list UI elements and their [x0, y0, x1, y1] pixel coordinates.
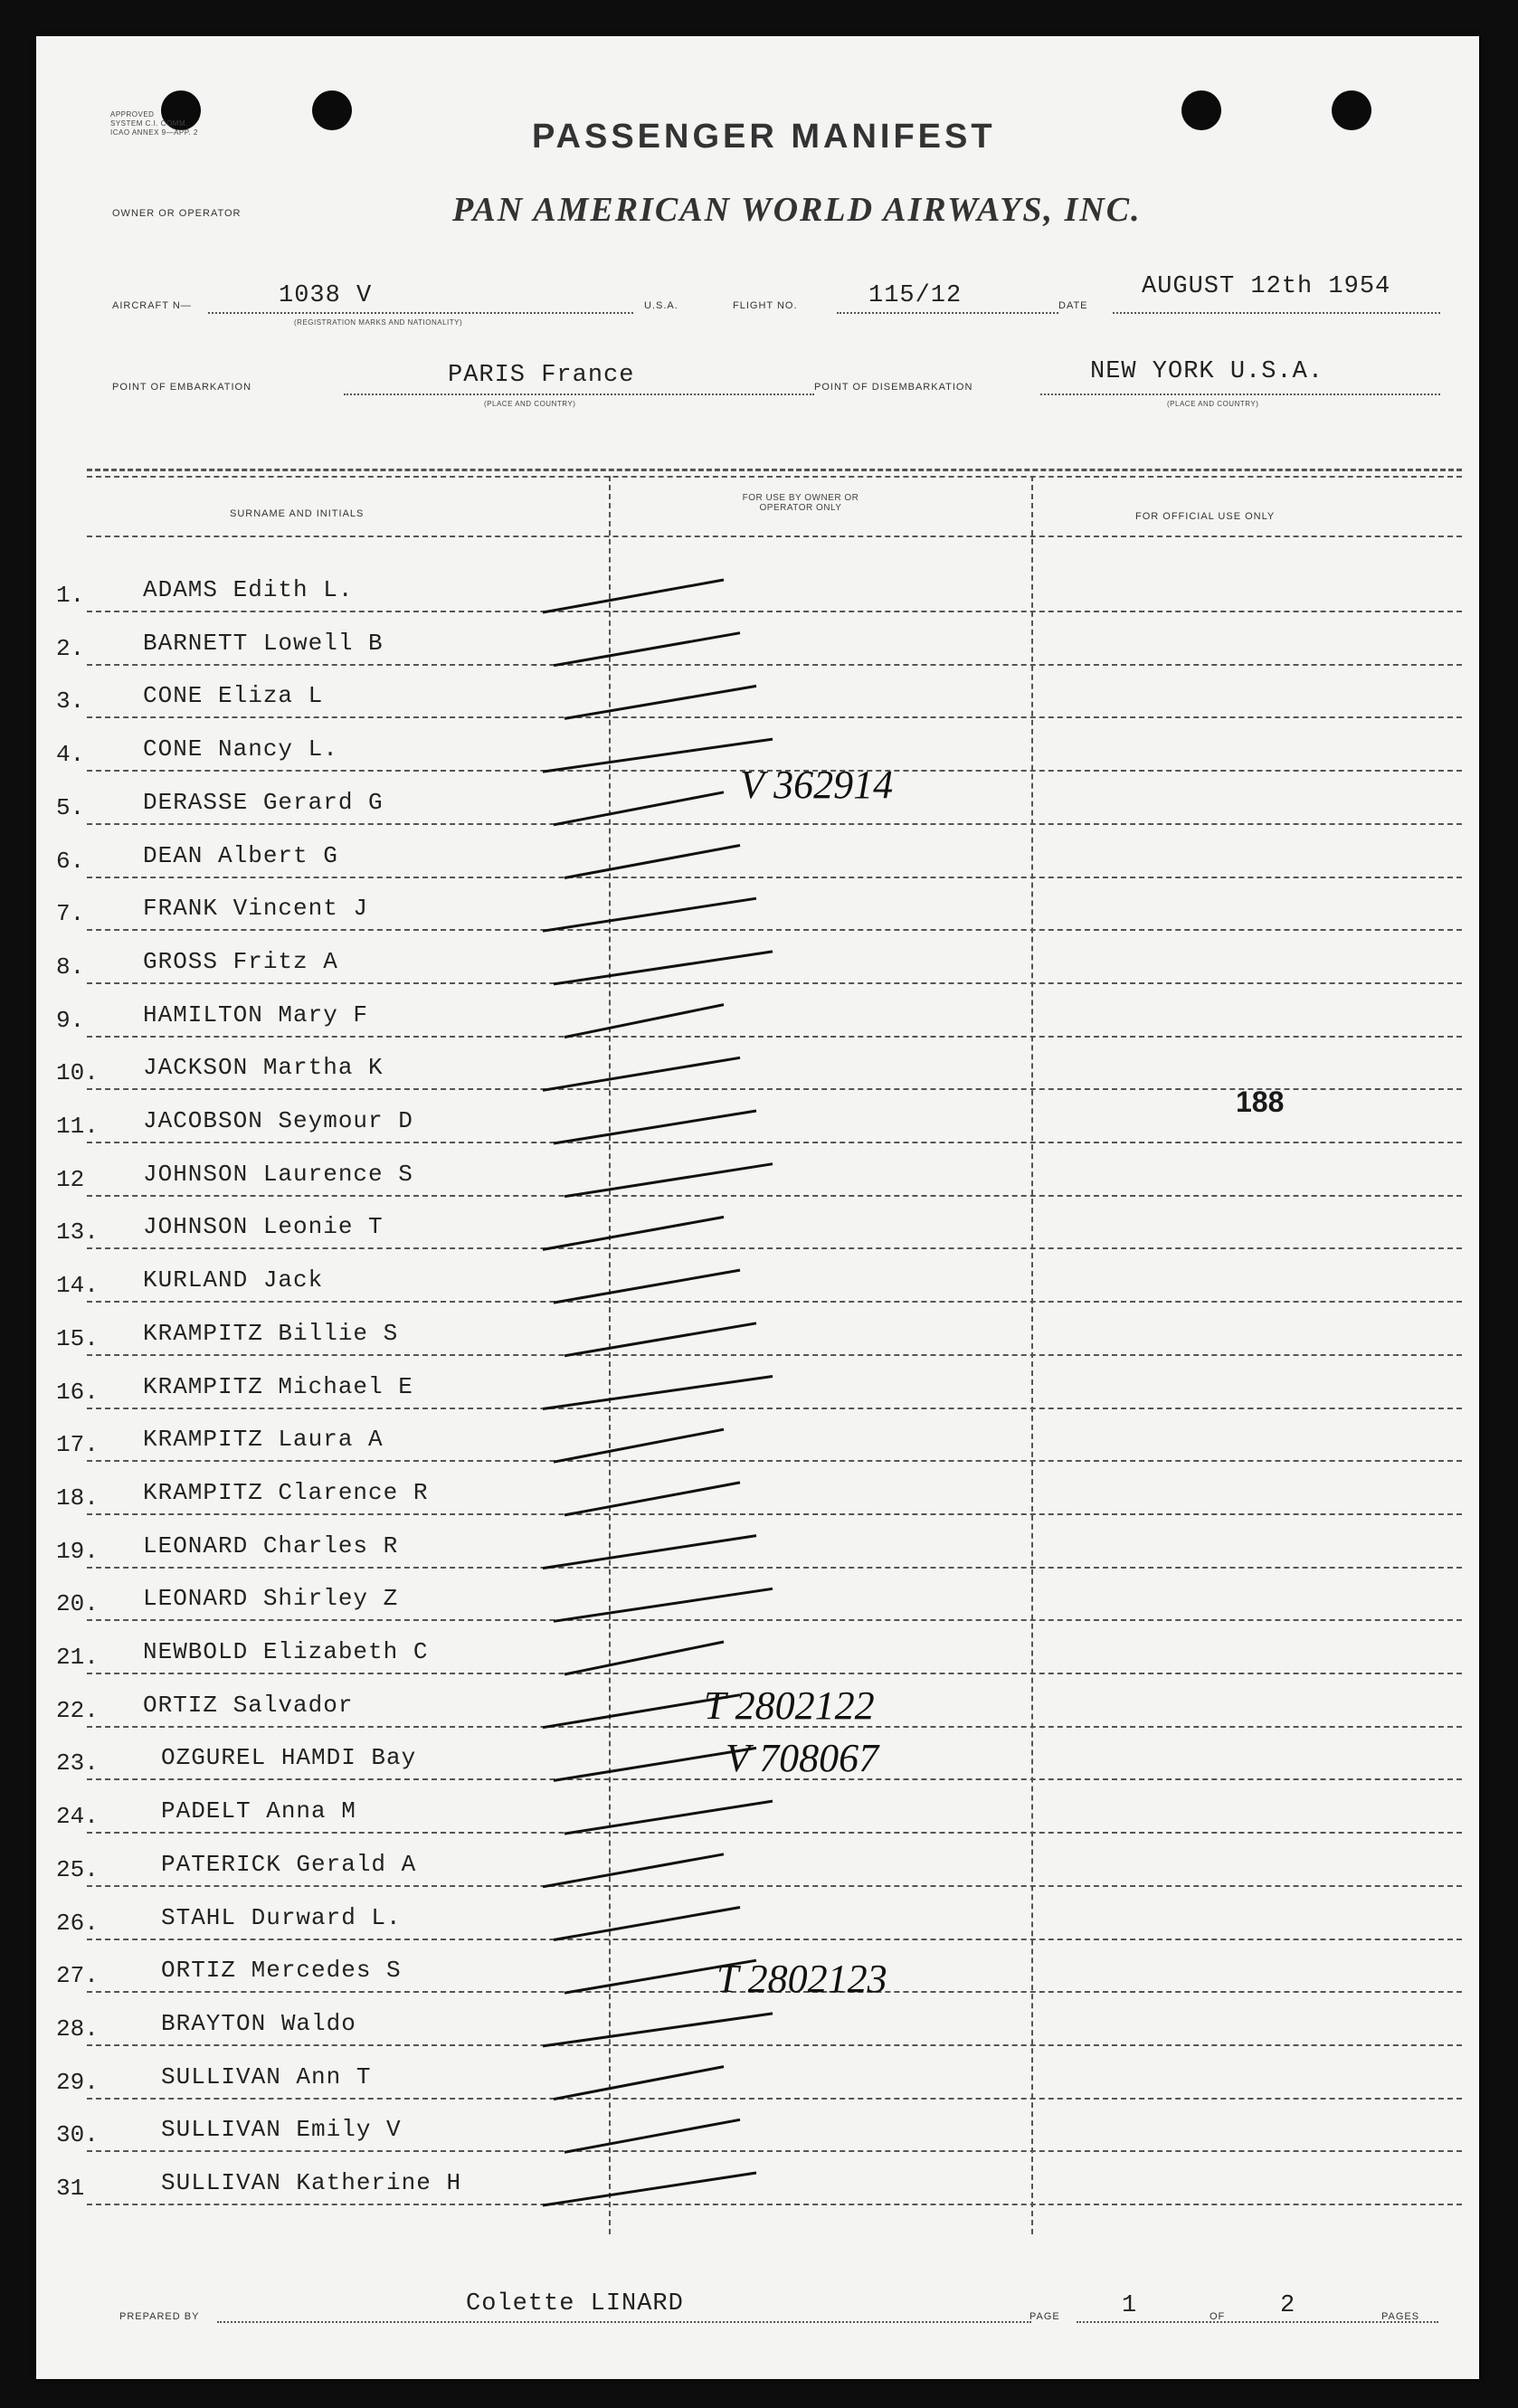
- check-stroke: [565, 1005, 724, 1038]
- row-number: 9.: [56, 1006, 85, 1034]
- check-stroke: [554, 1588, 773, 1621]
- check-stroke: [543, 1854, 724, 1887]
- row-number: 24.: [56, 1803, 99, 1831]
- row-number: 25.: [56, 1855, 99, 1883]
- aircraft-label: AIRCRAFT N—: [112, 300, 192, 311]
- owner-note: T 2802122: [704, 1683, 875, 1728]
- row-number: 2.: [56, 634, 85, 662]
- date-label: DATE: [1058, 300, 1088, 311]
- row-number: 5.: [56, 793, 85, 821]
- col-header-official: FOR OFFICIAL USE ONLY: [1135, 511, 1276, 522]
- passenger-name: JOHNSON Leonie T: [143, 1213, 384, 1241]
- passenger-name: LEONARD Shirley Z: [143, 1585, 399, 1613]
- row-number: 11.: [56, 1113, 99, 1140]
- check-stroke: [554, 1111, 756, 1143]
- owner-note: V 362914: [740, 763, 894, 807]
- check-stroke: [565, 2119, 740, 2152]
- row-number: 7.: [56, 900, 85, 928]
- row-number: 18.: [56, 1484, 99, 1512]
- row-number: 29.: [56, 2068, 99, 2096]
- of-value: 2: [1280, 2292, 1296, 2319]
- row-number: 27.: [56, 1962, 99, 1990]
- row-number: 23.: [56, 1749, 99, 1778]
- owner-label: OWNER OR OPERATOR: [112, 208, 242, 219]
- check-stroke: [543, 1057, 740, 1090]
- row-number: 17.: [56, 1431, 99, 1459]
- passenger-name: LEONARD Charles R: [143, 1531, 399, 1560]
- passenger-name: PATERICK Gerald A: [161, 1850, 417, 1878]
- passenger-name: JACOBSON Seymour D: [143, 1107, 413, 1134]
- passenger-name: BARNETT Lowell B: [143, 629, 384, 657]
- official-number: 188: [1236, 1085, 1285, 1118]
- row-number: 6.: [56, 847, 85, 875]
- passenger-name: GROSS Fritz A: [143, 947, 338, 975]
- check-stroke: [554, 1429, 724, 1462]
- embark-sub: (PLACE AND COUNTRY): [484, 400, 576, 408]
- check-stroke: [565, 1164, 773, 1197]
- row-number: 13.: [56, 1218, 99, 1247]
- check-stroke: [554, 1908, 740, 1940]
- passenger-name: CONE Nancy L.: [143, 735, 338, 763]
- page-title: PASSENGER MANIFEST: [532, 118, 996, 156]
- row-number: 20.: [56, 1590, 99, 1618]
- prepared-value: Colette LINARD: [466, 2290, 684, 2318]
- of-label: OF: [1210, 2311, 1226, 2322]
- aircraft-value: 1038 V: [279, 282, 373, 309]
- row-number: 12: [56, 1165, 85, 1193]
- row-number: 31: [56, 2175, 85, 2202]
- embark-label: POINT OF EMBARKATION: [112, 382, 252, 393]
- row-number: 21.: [56, 1644, 99, 1671]
- passenger-name: NEWBOLD Elizabeth C: [143, 1638, 429, 1665]
- row-number: 8.: [56, 953, 85, 981]
- check-stroke: [543, 2014, 773, 2046]
- passenger-name: ADAMS Edith L.: [143, 576, 354, 603]
- check-stroke: [543, 1536, 756, 1569]
- check-stroke: [543, 1377, 773, 1409]
- passenger-name: STAHL Durward L.: [161, 1903, 402, 1931]
- check-stroke: [565, 1483, 740, 1515]
- passenger-name: JOHNSON Laurence S: [143, 1160, 413, 1188]
- disembark-sub: (PLACE AND COUNTRY): [1167, 400, 1259, 408]
- passenger-name: PADELT Anna M: [161, 1797, 356, 1825]
- owner-note: T 2802123: [716, 1957, 887, 2001]
- row-number: 15.: [56, 1324, 99, 1352]
- check-stroke: [543, 2173, 756, 2205]
- row-number: 1.: [56, 582, 85, 609]
- row-number: 28.: [56, 2015, 99, 2043]
- aircraft-sub: (REGISTRATION MARKS AND NATIONALITY): [294, 318, 463, 327]
- check-stroke: [565, 846, 740, 878]
- passenger-name: KRAMPITZ Michael E: [143, 1372, 413, 1400]
- passenger-name: OZGUREL HAMDI Bay: [161, 1744, 417, 1772]
- passenger-name: SULLIVAN Emily V: [161, 2116, 402, 2144]
- approval-note: APPROVED SYSTEM C.I. COMM. ICAO ANNEX 9—APP. 2: [110, 110, 198, 137]
- passenger-name: ORTIZ Mercedes S: [161, 1957, 402, 1985]
- page-label: PAGE: [1029, 2311, 1060, 2322]
- row-number: 16.: [56, 1378, 99, 1406]
- disembark-label: POINT OF DISEMBARKATION: [814, 382, 973, 393]
- passenger-name: BRAYTON Waldo: [161, 2009, 356, 2037]
- row-number: 22.: [56, 1696, 99, 1724]
- disembark-value: NEW YORK U.S.A.: [1090, 358, 1324, 385]
- row-number: 3.: [56, 687, 85, 716]
- row-number: 14.: [56, 1272, 99, 1300]
- passenger-name: FRANK Vincent J: [143, 895, 369, 923]
- row-number: 4.: [56, 741, 85, 769]
- col-header-names: SURNAME AND INITIALS: [230, 508, 365, 519]
- check-stroke: [554, 633, 740, 666]
- passenger-name: KURLAND Jack: [143, 1266, 324, 1294]
- page-value: 1: [1122, 2292, 1138, 2319]
- passenger-name: DEAN Albert G: [143, 841, 338, 869]
- check-stroke: [554, 792, 724, 825]
- prepared-label: PREPARED BY: [119, 2311, 200, 2322]
- row-number: 30.: [56, 2121, 99, 2149]
- col-header-owner: FOR USE BY OWNER OR OPERATOR ONLY: [742, 493, 859, 513]
- check-stroke: [565, 1960, 756, 1993]
- check-stroke: [554, 1748, 756, 1780]
- check-marks: [36, 36, 1479, 2379]
- passenger-name: HAMILTON Mary F: [143, 1000, 369, 1029]
- check-stroke: [565, 686, 756, 718]
- check-stroke: [554, 952, 773, 984]
- check-stroke: [554, 2067, 724, 2100]
- check-stroke: [565, 1642, 724, 1674]
- passenger-name: SULLIVAN Katherine H: [161, 2169, 462, 2196]
- flight-value: 115/12: [868, 282, 963, 309]
- passenger-name: KRAMPITZ Clarence R: [143, 1478, 429, 1506]
- check-stroke: [554, 1270, 740, 1303]
- embark-value: PARIS France: [448, 362, 635, 389]
- row-number: 10.: [56, 1059, 99, 1087]
- check-stroke: [565, 1801, 773, 1834]
- flight-label: FLIGHT NO.: [733, 300, 798, 311]
- check-stroke: [543, 898, 756, 931]
- owner-note: V 708067: [726, 1736, 879, 1780]
- check-stroke: [543, 739, 773, 772]
- check-stroke: [543, 580, 724, 612]
- pages-label: PAGES: [1381, 2311, 1420, 2322]
- manifest-sheet: [36, 36, 1479, 2379]
- passenger-name: ORTIZ Salvador: [143, 1691, 354, 1719]
- row-number: 26.: [56, 1909, 99, 1937]
- passenger-name: SULLIVAN Ann T: [161, 2062, 372, 2090]
- passenger-name: CONE Eliza L: [143, 682, 324, 710]
- date-value: AUGUST 12th 1954: [1142, 273, 1391, 300]
- usa-label: U.S.A.: [644, 300, 678, 311]
- passenger-name: KRAMPITZ Billie S: [143, 1319, 399, 1347]
- passenger-name: KRAMPITZ Laura A: [143, 1426, 384, 1454]
- airline-name: PAN AMERICAN WORLD AIRWAYS, INC.: [452, 191, 1142, 229]
- passenger-name: DERASSE Gerard G: [143, 788, 384, 816]
- passenger-name: JACKSON Martha K: [143, 1054, 384, 1082]
- row-number: 19.: [56, 1537, 99, 1565]
- check-stroke: [543, 1217, 724, 1249]
- check-stroke: [543, 1695, 740, 1728]
- check-stroke: [565, 1323, 756, 1356]
